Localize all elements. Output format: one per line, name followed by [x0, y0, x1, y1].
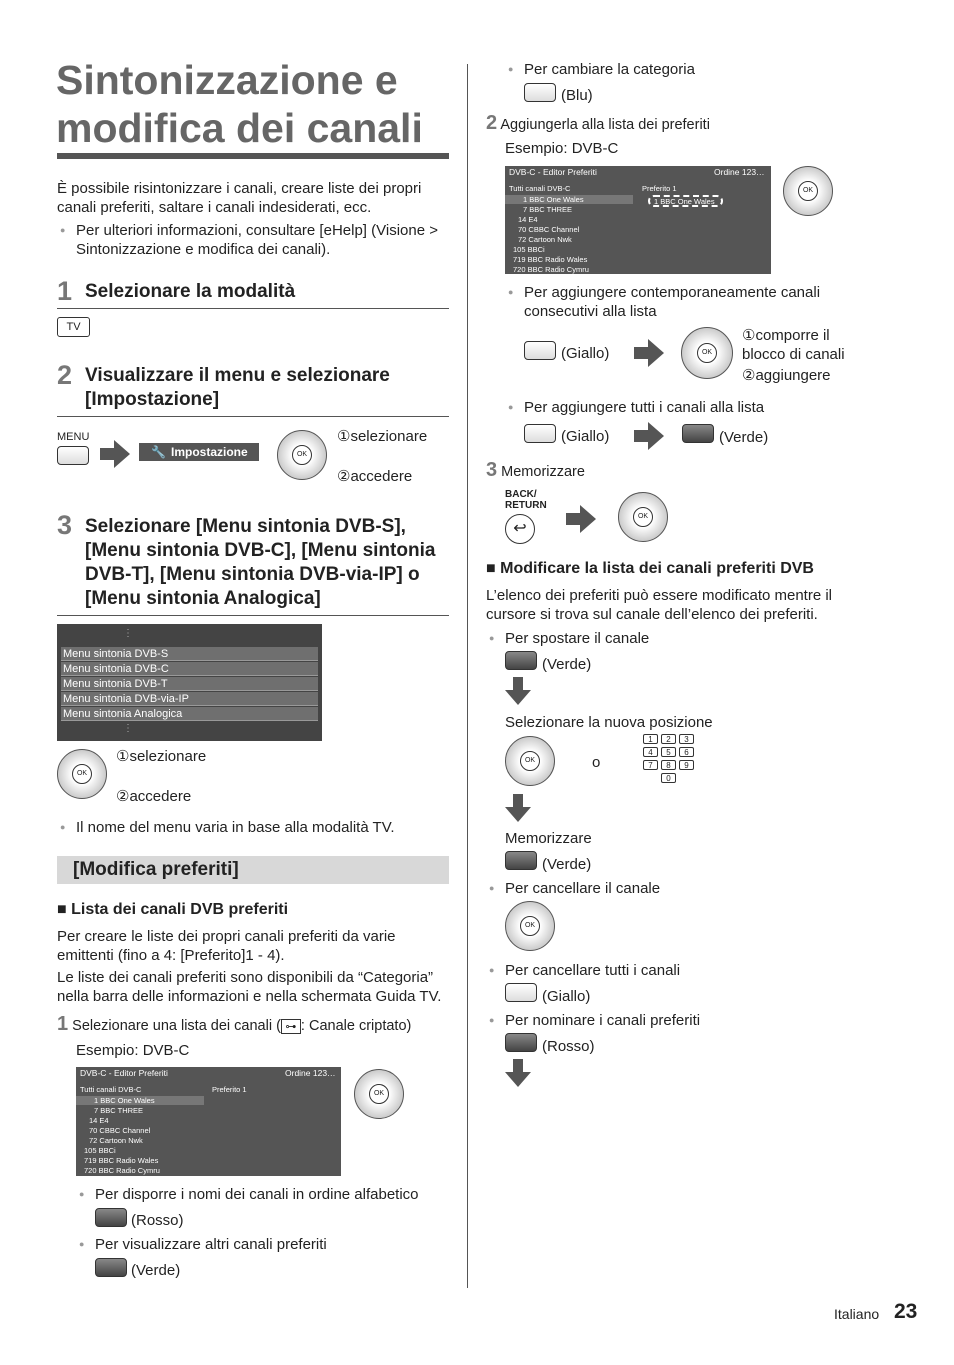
number-key: 6 — [679, 747, 694, 757]
step2-select: ①selezionare — [337, 428, 428, 445]
number-key: 3 — [679, 734, 694, 744]
number-key: 9 — [679, 760, 694, 770]
number-key: 5 — [661, 747, 676, 757]
title-rule — [57, 153, 449, 159]
number-key: 2 — [661, 734, 676, 744]
menu-button — [57, 446, 89, 465]
channel-row: 7 BBC THREE — [94, 1106, 144, 1115]
delete-all-bullet: ● Per cancellare tutti i canali — [505, 961, 680, 980]
green-button — [505, 851, 537, 870]
red-label: (Rosso) — [131, 1212, 184, 1229]
alpha-bullet: ● Per disporre i nomi dei canali in ordine alfabetico — [95, 1185, 419, 1204]
arrow-down-icon — [505, 1059, 531, 1087]
step3-number: 3 — [57, 510, 73, 540]
number-key: 4 — [643, 747, 658, 757]
page-title: Sintonizzazione e modifica dei canali — [56, 57, 423, 151]
green-button — [682, 424, 714, 443]
intro-text: È possibile risintonizzare i canali, creare liste dei propri canali preferiti, saltare i canali indesiderati, ecc. — [57, 180, 422, 216]
step2-number: 2 — [57, 360, 73, 390]
fav-step1: 1 Selezionare una lista dei canali ( ⊶ : Canale criptato) — [57, 1013, 412, 1035]
back-return-label: BACK/ RETURN — [505, 489, 547, 511]
fav-example: Esempio: DVB-C — [76, 1042, 190, 1059]
menu-item: Menu sintonia DVB-S — [61, 647, 318, 661]
green-button — [95, 1258, 127, 1277]
column-divider — [467, 64, 468, 1288]
wrench-icon: 🔧 — [151, 445, 166, 459]
green-label: (Verde) — [131, 1262, 181, 1279]
yellow-button — [505, 983, 537, 1002]
menu-label: MENU — [57, 431, 90, 443]
blue-button — [524, 83, 556, 102]
modify-heading: ■ Modificare la lista dei canali preferiti DVB — [486, 560, 814, 577]
channel-row: 72 Cartoon Nwk — [518, 235, 572, 244]
channel-row: 72 Cartoon Nwk — [89, 1136, 143, 1145]
step1-number: 1 — [57, 276, 73, 306]
channel-row: 1 BBC One Wales — [505, 195, 633, 204]
fav-list-p2: Le liste dei canali preferiti sono disponibili da “Categoria” nella barra delle informazioni e nella schermata Guida TV. — [57, 969, 442, 1005]
new-position-text: Selezionare la nuova posizione — [505, 714, 713, 731]
dpad-icon: OK — [783, 166, 833, 216]
step3-note: ● Il nome del menu varia in base alla modalità TV. — [76, 818, 446, 837]
bulk-step2: ②aggiungere — [742, 367, 831, 384]
step1-title: Selezionare la modalità — [85, 281, 296, 302]
other-fav-bullet: ● Per visualizzare altri canali preferiti — [95, 1235, 327, 1254]
yellow-button — [524, 424, 556, 443]
step3-rule — [57, 615, 449, 616]
back-return-icon: ↩ — [505, 514, 535, 544]
setup-item: 🔧 Impostazione — [139, 443, 259, 461]
arrow-right-icon — [634, 422, 664, 450]
dpad-icon: OK — [618, 492, 668, 542]
channel-row: 720 BBC Radio Cymru — [513, 265, 589, 274]
modify-text: L’elenco dei preferiti può essere modificato mentre il cursore si trova sul canale dell’elenco dei preferiti. — [486, 587, 833, 623]
channel-row: 105 BBCi — [513, 245, 545, 254]
number-key: 7 — [643, 760, 658, 770]
add-all-bullet: ● Per aggiungere tutti i canali alla lista — [524, 398, 764, 417]
red-label: (Rosso) — [542, 1038, 595, 1055]
dpad-icon: OK — [505, 901, 555, 951]
channel-row: 7 BBC THREE — [523, 205, 573, 214]
step2-rule — [57, 416, 449, 417]
arrow-right-icon — [566, 505, 596, 533]
channel-row: 105 BBCi — [84, 1146, 116, 1155]
number-key: 8 — [661, 760, 676, 770]
dpad-icon: OK — [354, 1069, 404, 1119]
channel-row: 720 BBC Radio Cymru — [84, 1166, 160, 1175]
editor-screen-right: DVB-C - Editor Preferiti Ordine 123… Tutti canali DVB-C Preferito 1 1 BBC One Wales 7 BBC THREE 14 E4 70 CBBC Channel 72 Cartoon Nwk 105 BBCi 719 BBC Radio Wales 720 BBC Radio Cymru 1 BBC One Wales — [505, 166, 771, 274]
bulk-step1: ①comporre il blocco di canali — [742, 327, 845, 363]
channel-row: 719 BBC Radio Wales — [513, 255, 588, 264]
page-number: 23 — [894, 1300, 918, 1323]
green-label: (Verde) — [542, 656, 592, 673]
bulk-bullet: ● Per aggiungere contemporaneamente canali consecutivi alla lista — [524, 283, 854, 321]
delete-bullet: ● Per cancellare il canale — [505, 879, 660, 898]
menu-item: Menu sintonia DVB-T — [61, 677, 318, 691]
intro-bullet: ● Per ulteriori informazioni, consultare [eHelp] (Visione > Sintonizzazione e modifica dei canali). — [76, 221, 446, 259]
name-bullet: ● Per nominare i canali preferiti — [505, 1011, 700, 1030]
category-bullet: ● Per cambiare la categoria — [524, 60, 695, 79]
channel-row: 14 E4 — [89, 1116, 109, 1125]
right-step3: 3 Memorizzare — [486, 459, 585, 481]
move-bullet: ● Per spostare il canale — [505, 629, 649, 648]
editor-screen-left: DVB-C - Editor Preferiti Ordine 123… Tutti canali DVB-C Preferito 1 1 BBC One Wales 7 BBC THREE 14 E4 70 CBBC Channel 72 Cartoon Nwk 105 BBCi 719 BBC Radio Wales 720 BBC Radio Cymru — [76, 1067, 341, 1176]
channel-row: 70 CBBC Channel — [89, 1126, 151, 1135]
step3-title: Selezionare [Menu sintonia DVB-S], [Menu sintonia DVB-C], [Menu sintonia DVB-T], [Menu sintonia DVB-via-IP] o [Menu sintonia Analogica] — [85, 516, 436, 609]
step1-rule — [57, 308, 449, 309]
step2-title: Visualizzare il menu e selezionare [Impostazione] — [85, 365, 390, 410]
tv-button: TV — [57, 317, 90, 337]
channel-row: 1 BBC One Wales — [76, 1096, 204, 1105]
dpad-icon: OK — [681, 327, 733, 379]
number-key: 1 — [643, 734, 658, 744]
menu-item: Menu sintonia DVB-via-IP — [61, 692, 318, 706]
yellow-label: (Giallo) — [542, 988, 591, 1005]
red-button — [95, 1208, 127, 1227]
dpad-icon: OK — [57, 749, 107, 799]
menu-item: Menu sintonia DVB-C — [61, 662, 318, 676]
number-keypad — [643, 734, 697, 784]
dpad-icon: OK — [505, 736, 555, 786]
dpad-icon: OK — [277, 430, 327, 480]
footer-language: Italiano — [834, 1306, 880, 1322]
number-key: 0 — [661, 773, 676, 783]
channel-row: 70 CBBC Channel — [518, 225, 580, 234]
blue-label: (Blu) — [561, 87, 593, 104]
right-step2: 2 Aggiungerla alla lista dei preferiti — [486, 112, 710, 134]
channel-row: 14 E4 — [518, 215, 538, 224]
red-button — [505, 1033, 537, 1052]
tuning-menu-screen: ⋮ Menu sintonia DVB-S Menu sintonia DVB-C Menu sintonia DVB-T Menu sintonia DVB-via-IP Menu sintonia Analogica ⋮ — [57, 624, 322, 741]
green-button — [505, 651, 537, 670]
arrow-right-icon — [100, 440, 130, 468]
green-label: (Verde) — [719, 429, 769, 446]
arrow-down-icon — [505, 677, 531, 705]
step3-select: ①selezionare — [116, 748, 207, 765]
yellow-label: (Giallo) — [561, 345, 610, 362]
yellow-button — [524, 341, 556, 360]
store-text: Memorizzare — [505, 830, 592, 847]
step3-access: ②accedere — [116, 788, 192, 805]
fav-list-heading: ■ Lista dei canali DVB preferiti — [57, 901, 289, 918]
right-example: Esempio: DVB-C — [505, 140, 619, 157]
lock-key-icon: ⊶ — [281, 1019, 301, 1034]
yellow-label: (Giallo) — [561, 428, 610, 445]
arrow-right-icon — [634, 339, 664, 367]
channel-row: 719 BBC Radio Wales — [84, 1156, 159, 1165]
or-text: o — [592, 754, 601, 771]
fav-section-header: [Modifica preferiti] — [57, 856, 449, 884]
menu-item: Menu sintonia Analogica — [61, 707, 318, 721]
fav-channel-row: 1 BBC One Wales — [648, 195, 723, 207]
green-label: (Verde) — [542, 856, 592, 873]
arrow-down-icon — [505, 794, 531, 822]
step2-access: ②accedere — [337, 468, 413, 485]
fav-list-p1: Per creare le liste dei propri canali preferiti da varie emittenti (fino a 4: [Preferito]1 - 4). — [57, 928, 396, 964]
